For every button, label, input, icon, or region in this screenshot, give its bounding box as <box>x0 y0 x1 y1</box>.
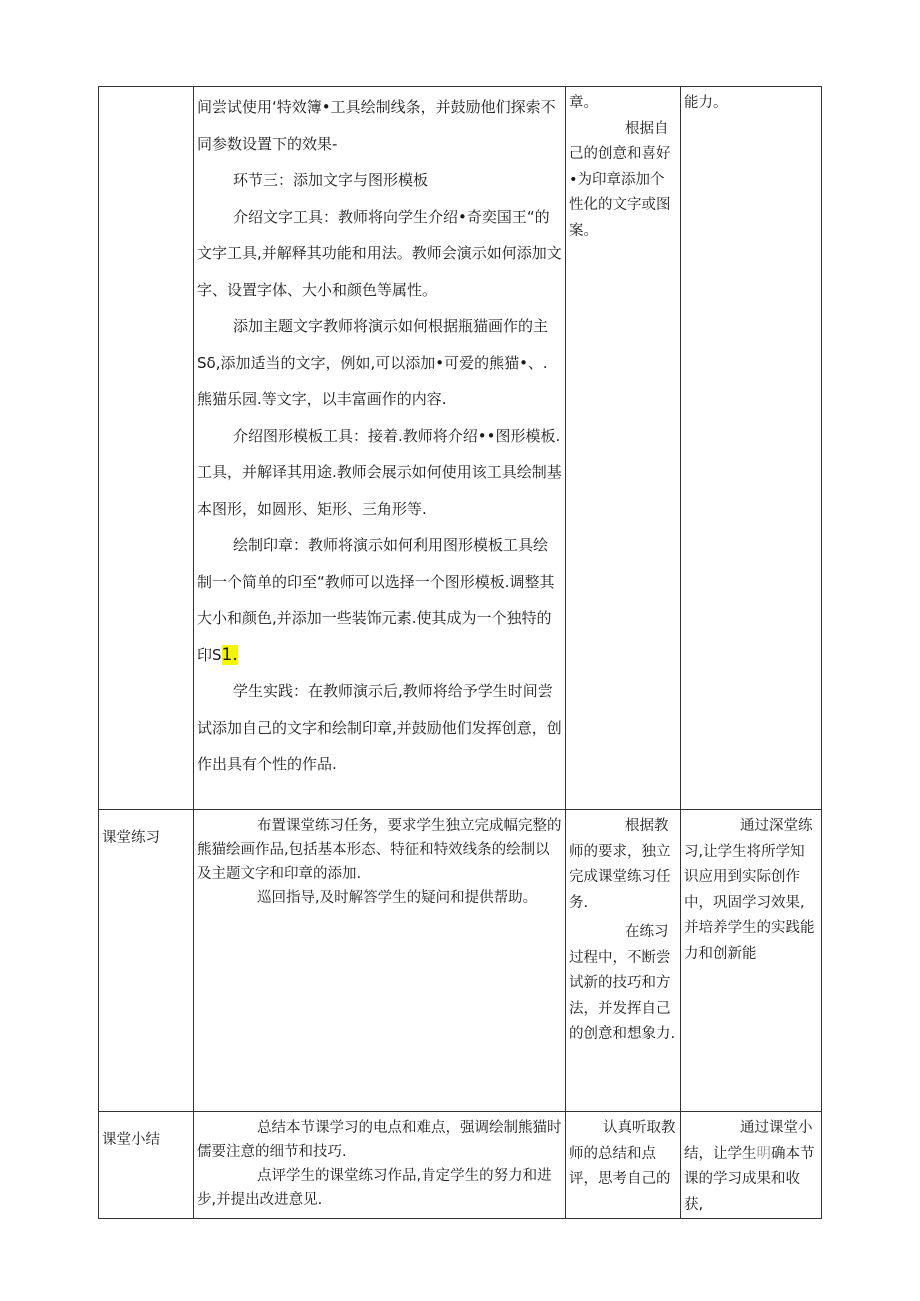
cell-text-part: 明 <box>756 1145 771 1162</box>
student-activity-cell <box>566 1112 681 1219</box>
cell-text: 通过深堂练习,让学生将所学知识应用到实际创作中，巩固学习效果,并培养学生的实践能力和创新能 <box>684 818 815 962</box>
teacher-activity-cell <box>194 1112 566 1219</box>
lesson-plan-table <box>98 86 822 1219</box>
cell-text: 章。 <box>569 95 598 111</box>
cell-text <box>684 1116 818 1218</box>
paragraph-text: 绘制印章：教师将演示如何利用图形模板工具绘制一个简单的印至“教师可以选择一个图形模板.调整其大小和颜色,并添加一些装饰元素.使其成为一个独特的印S <box>197 536 555 664</box>
stage-label: 课堂练习 <box>99 810 194 1112</box>
student-activity-cell <box>566 87 681 810</box>
paragraph: 介绍文字工具：教师将向学生介绍•奇奕国王“的文字工具,并解释其功能和用法。教师会演示如何添加文字、设置字体、大小和颜色等属性。 <box>197 207 562 299</box>
teacher-activity-cell <box>194 810 566 1112</box>
paragraph: 间尝试使用‘特效簿•工具绘制线条，并鼓励他们探索不同参数设置下的效果- <box>197 98 556 153</box>
cell-text: 认真听取教师的总结和点评，思考自己的 <box>569 1120 676 1187</box>
cell-text-part: 确本节课的学习成果和收获, <box>684 1145 815 1213</box>
stage-label: 课堂小结 <box>99 1112 194 1219</box>
cell-text: 根据自己的创意和喜好•为印章添加个性化的文字或图案。 <box>569 120 671 239</box>
table-row <box>99 810 822 1112</box>
design-intent-cell <box>681 1112 822 1219</box>
cell-text: 根据教师的要求，独立完成课堂练习任务. <box>569 818 671 911</box>
paragraph: 点评学生的课堂练习作品,肯定学生的努力和进步,并提出改进意见. <box>197 1168 552 1208</box>
paragraph: 布置课堂练习任务，要求学生独立完成幅完整的熊猫绘画作品,包括基本形态、特征和特效线条的绘制以及主题文字和印章的添加. <box>197 818 562 882</box>
teacher-activity-cell <box>194 87 566 810</box>
design-intent-cell <box>681 810 822 1112</box>
table-row <box>99 87 822 810</box>
paragraph: 巡回指导,及时解答学生的疑问和提供帮助。 <box>257 890 538 906</box>
paragraph: 学生实践：在教师演示后,教师将给予学生时间尝试添加自己的文字和绘制印章,并鼓励他们发挥创意，创作出具有个性的作品. <box>197 682 562 773</box>
section-heading: 环节三：添加文字与图形模板 <box>233 171 429 189</box>
cell-text: 能力。 <box>684 95 728 111</box>
cell-text-part: 通过课堂小结，让学生 <box>684 1120 813 1162</box>
design-intent-cell <box>681 87 822 810</box>
student-activity-cell <box>566 810 681 1112</box>
paragraph: 添加主题文字教师将演示如何根据瓶猫画作的主Sδ,添加适当的文字，例如,可以添加•可爱的熊猫•、.熊猫乐园.等文字，以丰富画作的内容. <box>197 317 549 408</box>
paragraph: 介绍图形模板工具：接着.教师将介绍••图形模板.工具，并解译其用途.教师会展示如何使用该工具绘制基本图形，如圆形、矩形、三角形等. <box>197 426 562 518</box>
cell-text: 在练习过程中，不断尝试新的技巧和方法，并发挥自己的创意和想象力. <box>569 924 676 1042</box>
table-row <box>99 1112 822 1219</box>
highlighted-text: 1. <box>221 644 238 665</box>
paragraph <box>197 527 562 673</box>
paragraph: 总结本节课学习的电点和难点，强调绘制熊猫时儒要注意的细节和技巧. <box>197 1120 562 1160</box>
stage-label-cell <box>99 87 194 810</box>
